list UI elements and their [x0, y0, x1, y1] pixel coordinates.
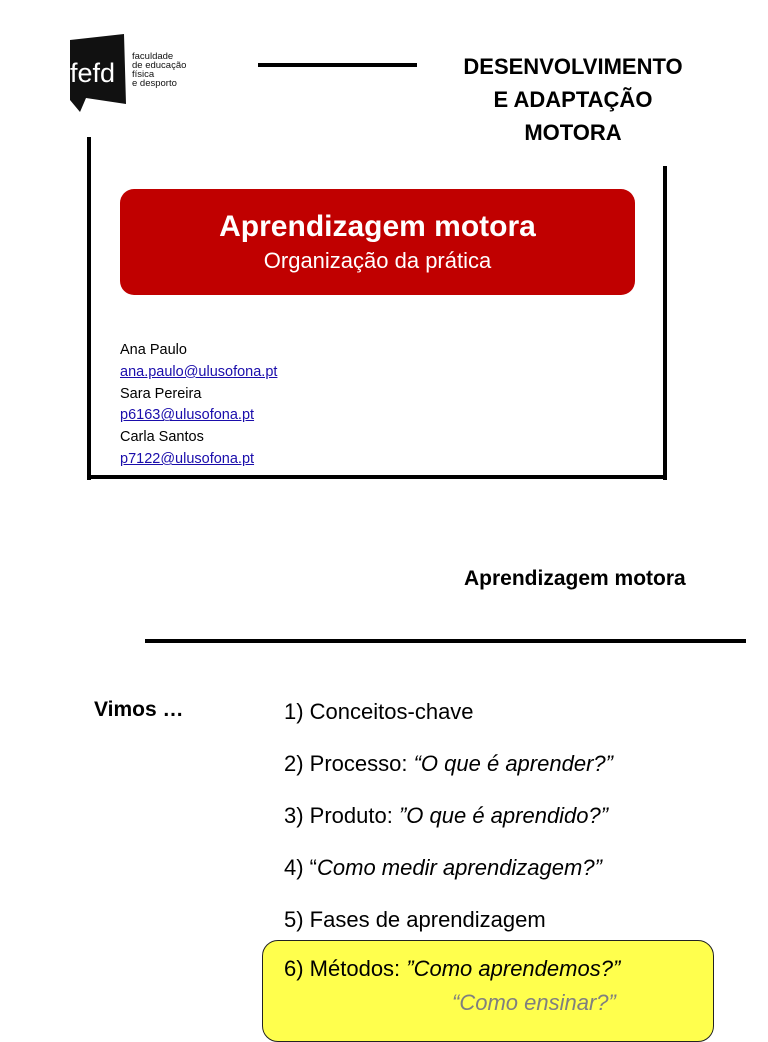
lead-label: Vimos … [94, 698, 184, 721]
author-email-link[interactable]: ana.paulo@ulusofona.pt [120, 363, 278, 380]
header-divider [258, 63, 417, 67]
course-title [446, 50, 700, 149]
frame-bottom-border [87, 475, 667, 479]
author-name: Ana Paulo [120, 342, 187, 358]
item-text: 6) Métodos: [284, 956, 407, 981]
topics-list [284, 697, 613, 957]
banner-title: Aprendizagem motora [219, 210, 536, 243]
item-question: “O que é aprender?” [413, 751, 613, 776]
list-item [284, 749, 613, 801]
logo-line: física [132, 69, 155, 80]
author-name: Sara Pereira [120, 385, 202, 402]
slide-title: Aprendizagem motora [464, 567, 686, 590]
slide-divider [145, 639, 746, 643]
item-text: 4) “ [284, 855, 317, 880]
frame-right-border [663, 166, 667, 480]
item-text: 2) Processo: [284, 751, 414, 776]
logo-line: faculdade [132, 51, 174, 62]
author-contacts [120, 340, 277, 471]
item-text: 1) Conceitos-chave [284, 699, 474, 724]
item-question: ”O que é aprendido?” [398, 803, 609, 828]
item-text: 5) Fases de aprendizagem [284, 907, 546, 932]
fefd-logo-mark [66, 34, 128, 112]
list-item [284, 853, 613, 905]
list-item [284, 801, 613, 853]
logo-line: de educação [132, 60, 187, 71]
item-text: 3) Produto: [284, 803, 399, 828]
course-title-line: DESENVOLVIMENTO [463, 54, 683, 79]
author-name: Carla Santos [120, 429, 204, 446]
logo-wordmark [132, 52, 186, 88]
highlighted-list-item [284, 954, 620, 984]
title-banner [120, 189, 635, 295]
banner-subtitle: Organização da prática [263, 248, 492, 273]
course-title-line: E ADAPTAÇÃO [493, 87, 653, 112]
course-title-line: MOTORA [524, 120, 622, 145]
faculty-logo [66, 34, 234, 112]
secondary-question: “Como ensinar?” [452, 990, 616, 1015]
logo-line: e desporto [132, 78, 177, 89]
item-question: ”Como aprendemos?” [406, 956, 621, 981]
item-question: Como medir aprendizagem?” [317, 855, 602, 880]
author-email-link[interactable]: p6163@ulusofona.pt [120, 407, 255, 424]
logo-mark-text: fefd [70, 58, 116, 88]
list-item [284, 697, 613, 749]
author-email-link[interactable]: p7122@ulusofona.pt [120, 450, 255, 467]
frame-left-border [87, 137, 91, 480]
